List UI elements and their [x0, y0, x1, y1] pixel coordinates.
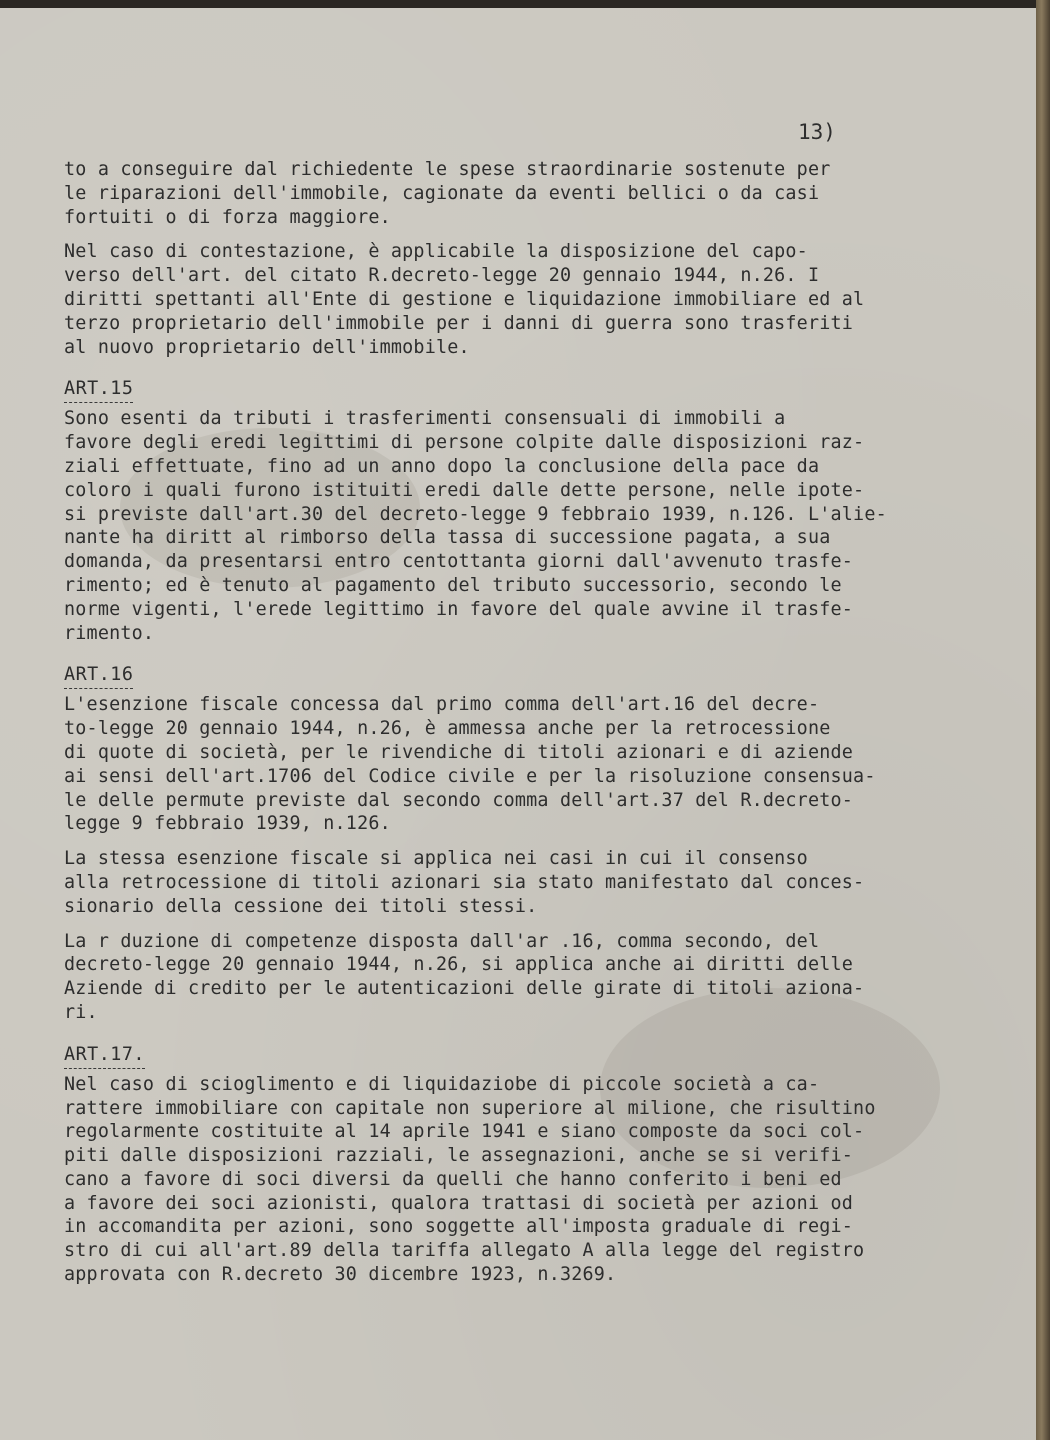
document-body — [64, 158, 1004, 1287]
article-17-heading: ART.17. — [64, 1043, 145, 1069]
article-15-text: Sono esenti da tributi i trasferimenti consensuali di immobili a favore degli eredi legittimi di persone colpite dalle disposizioni raz- ziali effettuate, fino ad un anno dopo la conclusione della pace da coloro i quali furono istituiti eredi dalle dette persone, nelle ipote- si previste dall'art.30 del decreto-legge 9 febbraio 1939, n.126. L'alie- nante ha diritt al rimborso della tassa di successione pagata, a sua domanda, da presentarsi entro centottanta giorni dall'avvenuto trasfe- rimento; ed è tenuto al pagamento del tributo successorio, secondo le norme vigenti, l'erede legittimo in favore del quale avvine il trasfe- rimento. — [64, 408, 887, 644]
article-15-heading: ART.15 — [64, 377, 133, 403]
document-page — [0, 8, 1036, 1440]
paragraph-contestazione: Nel caso di contestazione, è applicabile la disposizione del capo- verso dell'art. del citato R.decreto-legge 20 gennaio 1944, n.26. I diritti spettanti all'Ente di gestione e liquidazione immobiliare ed al terzo proprietario dell'immobile per i danni di guerra sono trasferiti al nuovo proprietario dell'immobile. — [64, 241, 865, 358]
article-17-text: Nel caso di scioglimento e di liquidaziobe di piccole società a ca- rattere immobiliare con capitale non superiore al milione, che risultino regolarmente costituite al 14 aprile 1941 e siano composte da soci col- piti dalle disposizioni razziali, le assegnazioni, anche se si verifi- cano a favore di soci diversi da quelli che hanno conferito i beni ed a favore dei soci azionisti, qualora trattasi di società per azioni od in accomandita per azioni, sono soggette all'imposta graduale di regi- stro di cui all'art.89 della tariffa allegato A alla legge del registro approvata con R.decreto 30 dicembre 1923, n.3269. — [64, 1073, 876, 1286]
article-16-text-1: L'esenzione fiscale concessa dal primo comma dell'art.16 del decre- to-legge 20 gennaio 1944, n.26, è ammessa anche per la retrocessione di quote di società, per le rivendiche di titoli azionari e di aziende ai sensi dell'art.1706 del Codice civile e per la risoluzione consensua- le delle permute previste dal secondo comma dell'art.37 del R.decreto- legge 9 febbraio 1939, n.126. — [64, 694, 876, 835]
article-16-text-3: La r duzione di competenze disposta dall'ar .16, comma secondo, del decreto-legge 20 gennaio 1944, n.26, si applica anche ai diritti delle Aziende di credito per le autenticazioni delle girate di titoli aziona- ri. — [64, 930, 865, 1023]
page-edge — [1036, 0, 1050, 1440]
article-16-text-2: La stessa esenzione fiscale si applica nei casi in cui il consenso alla retrocessione di titoli azionari sia stato manifestato dal conces- sionario della cessione dei titoli stessi. — [64, 848, 865, 917]
paragraph-continuation: to a conseguire dal richiedente le spese straordinarie sostenute per le riparazioni dell'immobile, cagionate da eventi bellici o da casi fortuiti o di forza maggiore. — [64, 159, 831, 228]
page-number: 13) — [798, 120, 836, 144]
article-16-heading: ART.16 — [64, 663, 133, 689]
